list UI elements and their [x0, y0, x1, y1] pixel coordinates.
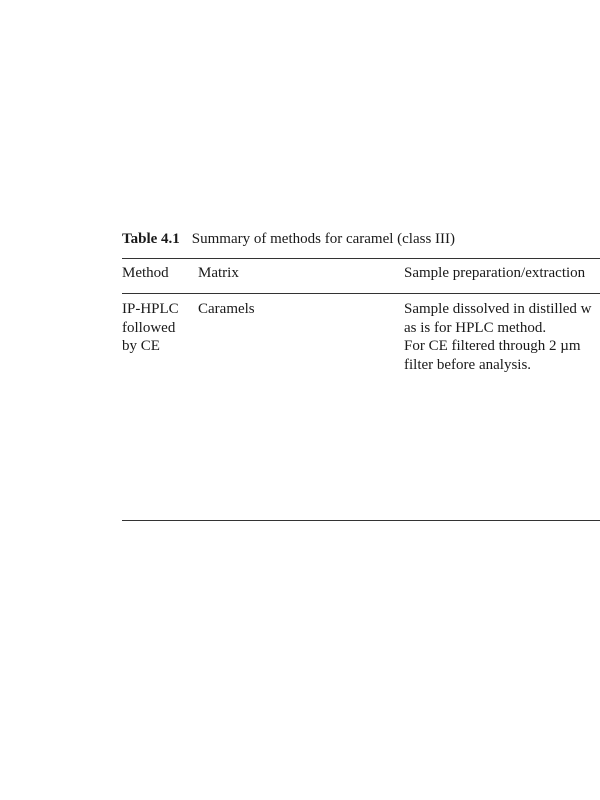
header-method: Method: [122, 265, 169, 281]
table-title: Summary of methods for caramel (class III): [191, 231, 456, 247]
header-matrix: Matrix: [198, 265, 239, 281]
cell-method-line: by CE: [122, 338, 160, 354]
table-bottom-rule: [122, 520, 600, 521]
cell-method-line: followed: [122, 319, 176, 336]
table-caption: [122, 229, 455, 249]
table-header-rule: [122, 293, 600, 294]
cell-matrix-line: Caramels: [198, 301, 255, 317]
cell-sample-preparation: [404, 300, 592, 374]
cell-method-line: IP-HPLC: [122, 301, 179, 317]
cell-prep-line: Sample dissolved in distilled w: [404, 301, 592, 317]
cell-prep-line: For CE filtered through 2 µm: [404, 338, 581, 354]
cell-prep-line: as is for HPLC method.: [404, 319, 547, 336]
cell-matrix: [198, 300, 255, 319]
table-top-rule: [122, 258, 600, 259]
table-label: Table 4.1: [122, 231, 180, 247]
cell-prep-line: filter before analysis.: [404, 356, 532, 373]
cell-method: [122, 300, 179, 356]
header-sample-preparation: Sample preparation/extraction: [404, 265, 586, 281]
